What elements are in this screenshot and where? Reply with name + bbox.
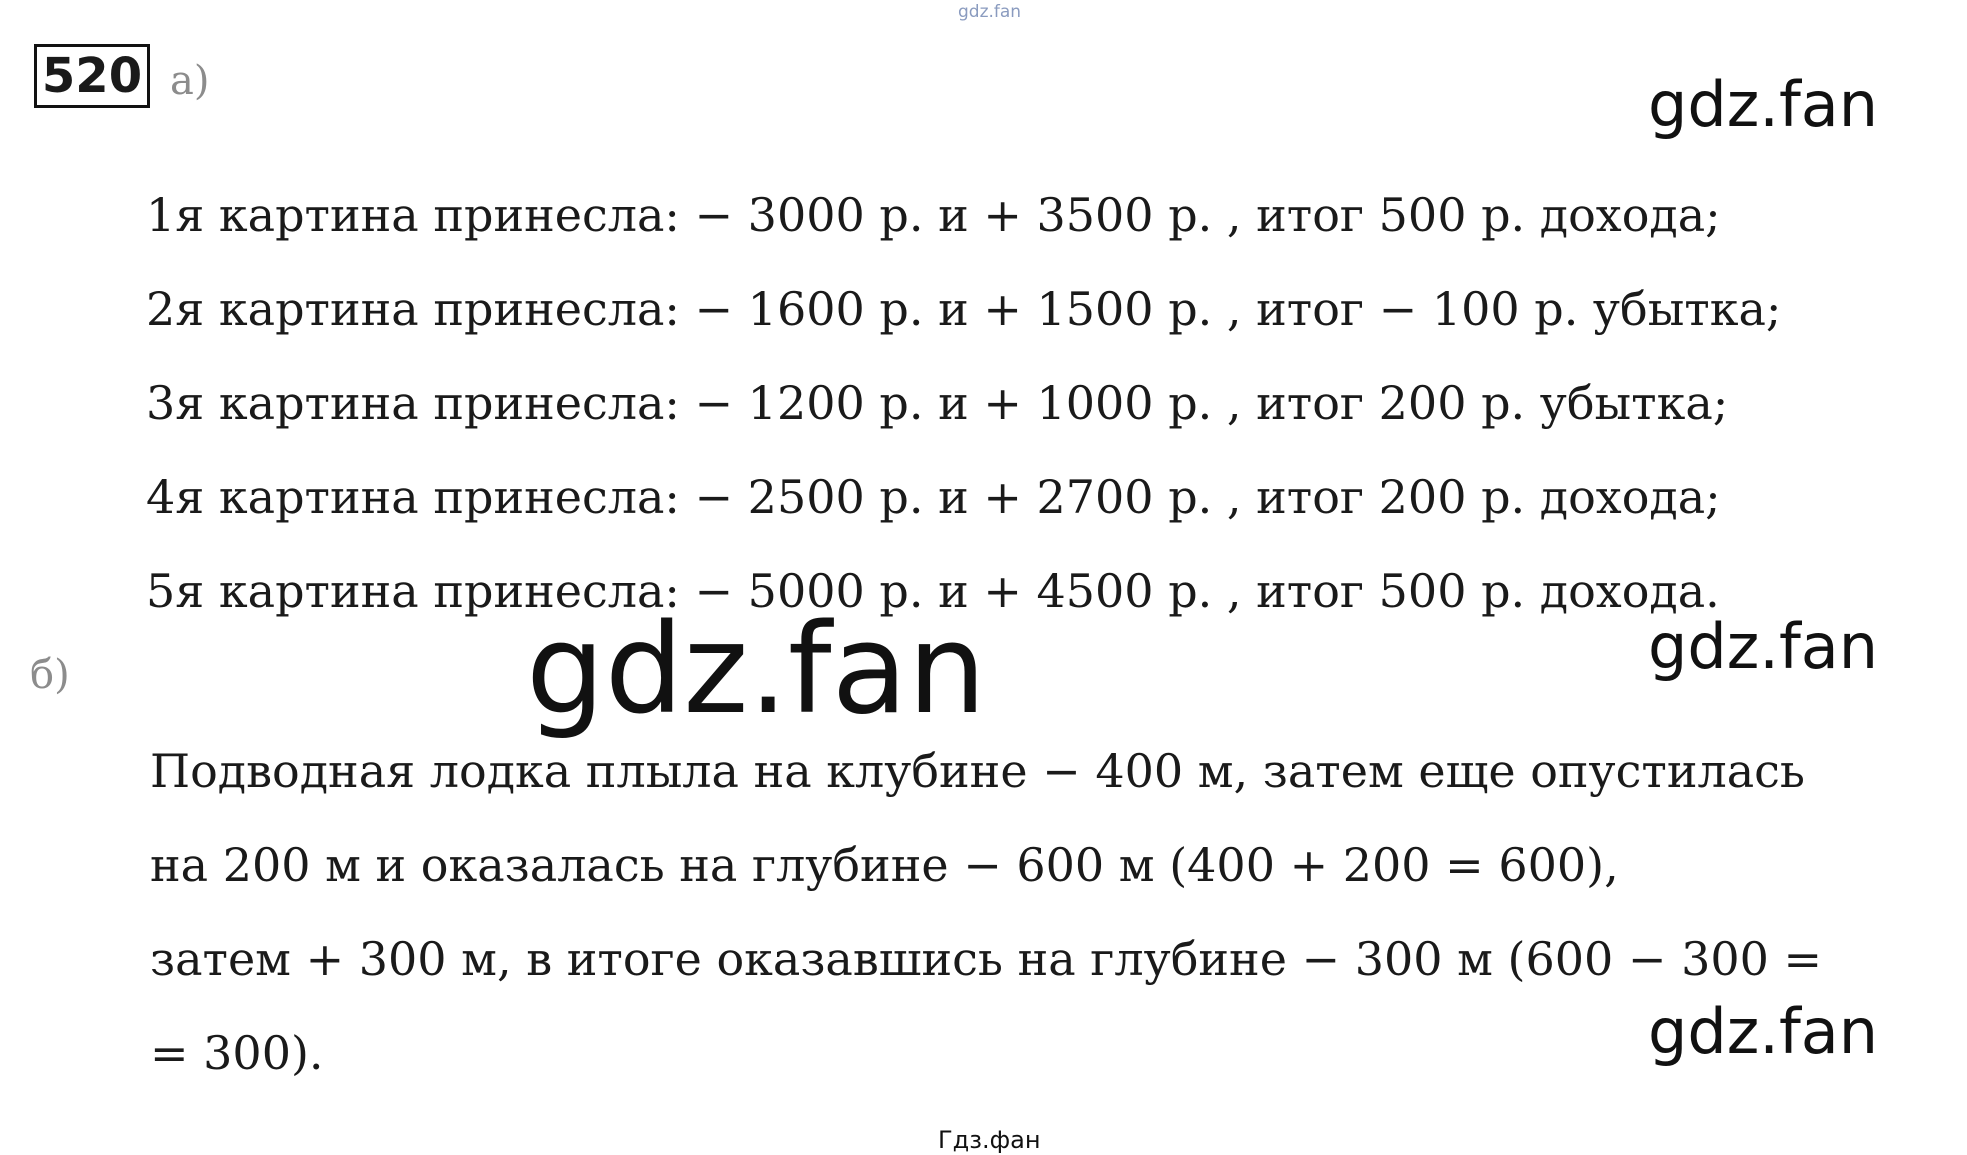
part-a-line-3: 3я картина принесла: − 1200 р. и + 1000 р. , итог 200 р. убытка; xyxy=(146,376,1729,430)
task-number-box: 520 xyxy=(34,44,150,108)
part-b-line-3: затем + 300 м, в итоге оказавшись на глубине − 300 м (600 − 300 = xyxy=(150,932,1823,986)
watermark-right-3: gdz.fan xyxy=(1648,995,1879,1068)
watermark-right-1: gdz.fan xyxy=(1648,68,1879,141)
part-a-line-4: 4я картина принесла: − 2500 р. и + 2700 р. , итог 200 р. дохода; xyxy=(146,470,1721,524)
part-a-line-1: 1я картина принесла: − 3000 р. и + 3500 р. , итог 500 р. дохода; xyxy=(146,188,1721,242)
part-a-line-2: 2я картина принесла: − 1600 р. и + 1500 р. , итог − 100 р. убытка; xyxy=(146,282,1782,336)
watermark-right-2: gdz.fan xyxy=(1648,610,1879,683)
part-b-line-4: = 300). xyxy=(150,1026,324,1080)
part-a-line-5: 5я картина принесла: − 5000 р. и + 4500 р. , итог 500 р. дохода. xyxy=(146,564,1720,618)
part-a-label: а) xyxy=(170,58,210,104)
part-b-label: б) xyxy=(30,652,70,698)
watermark-center: gdz.fan xyxy=(526,598,987,742)
part-b-line-2: на 200 м и оказалась на глубине − 600 м (400 + 200 = 600), xyxy=(150,838,1619,892)
watermark-top: gdz.fan xyxy=(958,2,1022,22)
part-b-line-1: Подводная лодка плыла на клубине − 400 м, затем еще опустилась xyxy=(150,744,1805,798)
watermark-bottom: Гдз.фан xyxy=(938,1126,1041,1154)
